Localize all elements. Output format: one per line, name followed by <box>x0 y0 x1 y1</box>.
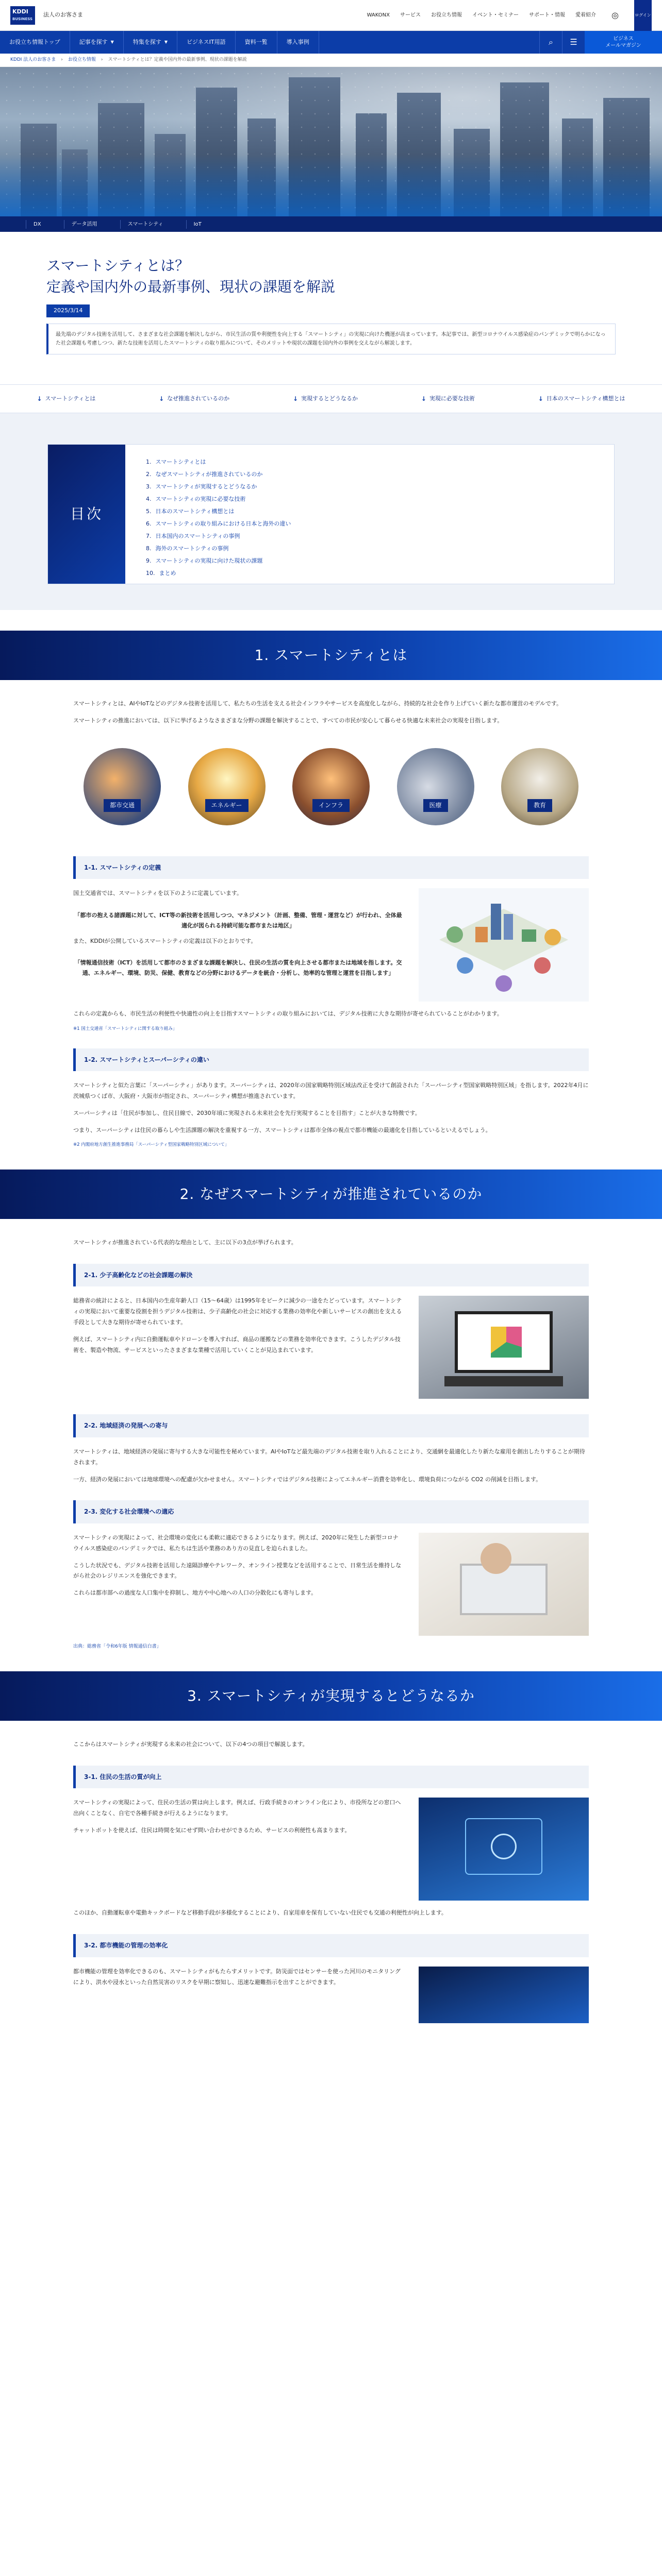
tag-list <box>0 216 662 232</box>
toc-item[interactable]: 1. スマートシティとは <box>146 458 206 465</box>
chevron-down-icon: ▼ <box>110 40 114 45</box>
education-image: 教育 <box>501 748 578 825</box>
section-heading: 3. スマートシティが実現するとどうなるか <box>0 1671 662 1721</box>
top-nav <box>367 0 652 31</box>
toc-item[interactable]: 6. スマートシティの取り組みにおける日本と海外の違い <box>146 520 291 527</box>
bookmark-icon[interactable]: ☰ <box>562 31 585 54</box>
subsection-heading: 1-1. スマートシティの定義 <box>73 856 589 879</box>
mail-magazine-button[interactable]: ビジネス メールマガジン <box>585 31 662 54</box>
toc-item[interactable]: 9. スマートシティの実現に向けた現状の課題 <box>146 557 263 564</box>
section-body <box>73 1219 589 1651</box>
subsection-heading: 3-1. 住民の生活の質が向上 <box>73 1766 589 1788</box>
toc-item[interactable]: 2. なぜスマートシティが推進されているのか <box>146 470 263 478</box>
section-heading: 2. なぜスマートシティが推進されているのか <box>0 1170 662 1219</box>
anchor-link[interactable]: ↓ 実現に必要な技術 <box>421 394 475 404</box>
paragraph: これらの定義からも、市民生活の利便性や快適性の向上を目指すスマートシティの取り組みにおいては、デジタル技術に大きな期待が寄せられていることがわかります。 <box>73 1010 503 1018</box>
anchor-link[interactable]: ↓ スマートシティとは <box>37 394 95 404</box>
gnav-item[interactable]: 記事を探す ▼ <box>70 31 124 54</box>
paragraph: 一方、経済の発展においては地球環境への配慮が欠かせません。スマートシティではデジタル技術によってエネルギー消費を効率化し、環境負荷につながる CO2 の削減を目指します。 <box>73 1476 542 1483</box>
subsection-heading: 3-2. 都市機能の管理の効率化 <box>73 1934 589 1957</box>
toc-item[interactable]: 3. スマートシティが実現するとどうなるか <box>146 483 257 490</box>
top-nav-item[interactable]: 愛着紹介 <box>575 12 596 18</box>
paragraph: 国土交通省では、スマートシティを以下のように定義しています。 <box>73 890 243 897</box>
tag[interactable]: DX <box>26 220 48 229</box>
digital-service-image <box>419 1798 589 1901</box>
globe-icon[interactable]: ◎ <box>611 10 619 20</box>
top-header <box>0 0 662 31</box>
chevron-down-icon: ▼ <box>164 40 168 45</box>
footnote: ※2 内閣府地方創生推進事務局「スーパーシティ型国家戦略特別区域について」 <box>73 1142 229 1148</box>
arrow-down-icon: ↓ <box>538 395 543 402</box>
laptop-chart-image <box>419 1296 589 1399</box>
footnote: ※1 国土交通省「スマートシティに関する取り組み」 <box>73 1026 177 1031</box>
arrow-down-icon: ↓ <box>37 395 42 402</box>
top-nav-item[interactable]: お役立ち情報 <box>431 12 462 18</box>
section-heading: 1. スマートシティとは <box>0 631 662 680</box>
toc-item[interactable]: 5. 日本のスマートシティ構想とは <box>146 507 235 515</box>
arrow-down-icon: ↓ <box>159 395 164 402</box>
paragraph: スマートシティの実現によって、住民の生活の質は向上します。例えば、行政手続きのオンライン化により、市役所などの窓口へ出向くことなく、自宅で各種手続きが行えるようになります。 <box>73 1799 401 1817</box>
definition-quote: 「情報通信技術（ICT）を活用して都市のさまざまな課題を解決し、住民の生活の質を向上させる都市または地域を指します。交通、エネルギー、環境、防災、保健、教育などの分野におけるデータを統合・分析し、効率的な管理と運営を目指します」 <box>74 959 402 977</box>
corporate-label[interactable]: 法人のお客さま <box>43 11 83 19</box>
anchor-link[interactable]: ↓ なぜ推進されているのか <box>159 394 229 404</box>
toc-item[interactable]: 7. 日本国内のスマートシティの事例 <box>146 532 240 539</box>
domain-illustrations <box>73 733 589 841</box>
tag[interactable]: データ活用 <box>64 220 105 229</box>
paragraph: また、KDDIが公開しているスマートシティの定義は以下のとおりです。 <box>73 937 257 944</box>
tag[interactable]: IoT <box>186 220 209 229</box>
top-nav-item[interactable]: サービス <box>400 12 421 18</box>
lead-text: 最先端のデジタル技術を活用して、さまざまな社会課題を解決しながら、市民生活の質や利便性を向上する「スマートシティ」の実現に向けた機運が高まっています。本記事では、新型コロナウイルス感染症のパンデミックで明らかになった社会課題も考慮しつつ、新たな技術を活用したスマートシティの取り組みについて、そのメリットや現状の課題を国内外の事例を交えながら解説します。 <box>46 324 616 354</box>
paragraph: スマートシティの推進においては、以下に挙げるようなさまざまな分野の課題を解決することで、すべての市民が安心して暮らせる快適な未来社会の実現を目指します。 <box>73 717 503 724</box>
top-nav-item[interactable]: WAKONX <box>367 12 390 18</box>
paragraph: つまり、スーパーシティは住民の暮らしや生活課題の解決を重視する一方、スマートシティは都市全体の視点で都市機能の最適化を目指しているといえるでしょう。 <box>73 1126 491 1133</box>
tag[interactable]: スマートシティ <box>120 220 171 229</box>
toc-title: 目次 <box>48 445 125 584</box>
arrow-down-icon: ↓ <box>292 395 298 402</box>
paragraph: チャットボットを使えば、住民は時間を気にせず問い合わせができるため、サービスの利便性も高まります。 <box>73 1827 351 1834</box>
paragraph: 例えば、スマートシティ内に自動運転車やドローンを導入すれば、商品の運搬などの業務を効率化できます。こうしたデジタル技術を、製造や物流、サービスといったさまざまな業種で活用していくことが見込まれています。 <box>73 1336 401 1353</box>
publish-date: 2025/3/14 <box>46 304 90 317</box>
paragraph: スマートシティとは、AIやIoTなどのデジタル技術を活用して、私たちの生活を支える社会インフラやサービスを高度化しながら、持続的な社会を作り上げていく新たな都市運営のモデルです。 <box>73 700 562 707</box>
toc-item[interactable]: 10. まとめ <box>146 569 176 577</box>
table-of-contents <box>47 444 615 584</box>
top-nav-item[interactable]: イベント・セミナー <box>472 12 519 18</box>
breadcrumb: KDDI 法人のお客さま › お役立ち情報 › スマートシティとは？定義や国内外の最新事例、現状の課題を解説 <box>0 54 662 67</box>
energy-image: エネルギー <box>188 748 266 825</box>
anchor-nav <box>0 384 662 413</box>
section-body <box>73 680 589 1149</box>
paragraph: このほか、自動運転車や電動キックボードなど移動手段が多様化することにより、自家用車を保有していない住民でも交通の利便性が向上します。 <box>73 1909 447 1917</box>
gnav-item[interactable]: 資料一覧 <box>236 31 277 54</box>
breadcrumb-link[interactable]: お役立ち情報 <box>68 57 96 62</box>
search-icon[interactable]: ⌕ <box>539 31 562 54</box>
paragraph: 都市機能の管理を効率化できるのも、スマートシティがもたらすメリットです。防災面ではセンサーを使った河川のモニタリングにより、洪水や浸水といった自然災害のリスクを早期に察知し、迅速な避難指示を出すことができます。 <box>73 1968 401 1986</box>
source-note: 出典：総務省「令和6年版 情報通信白書」 <box>73 1643 161 1649</box>
gnav-item[interactable]: お役立ち情報トップ <box>0 31 70 54</box>
city-management-image <box>419 1967 589 2023</box>
transport-image: 都市交通 <box>84 748 161 825</box>
anchor-link[interactable]: ↓ 日本のスマートシティ構想とは <box>538 394 625 404</box>
hero-image <box>0 67 662 216</box>
subsection-heading: 1-2. スマートシティとスーパーシティの違い <box>73 1048 589 1071</box>
paragraph: スマートシティと似た言葉に「スーパーシティ」があります。スーパーシティは、2020年の国家戦略特別区域法改正を受けて創設された「スーパーシティ型国家戦略特別区域」を指します。2022年4月に茨城県つくば市、大阪府・大阪市が指定され、スーパーシティ構想が推進されています。 <box>73 1081 589 1099</box>
page-title: スマートシティとは？ 定義や国内外の最新事例、現状の課題を解説 <box>46 257 336 295</box>
toc-item[interactable]: 4. スマートシティの実現に必要な技術 <box>146 495 246 502</box>
paragraph: 総務省の統計によると、日本国内の生産年齢人口（15〜64歳）は1995年をピークに減少の一途をたどっています。スマートシティの実現において重要な役割を担うデジタル技術は、少子高齢化の社会に対応する業務の効率化や新しいサービスの創出を支える手段として大きな期待が寄せられています。 <box>73 1297 402 1326</box>
section-body <box>73 1721 589 2023</box>
paragraph: ここからはスマートシティが実現する未来の社会について、以下の4つの項目で解説します。 <box>73 1741 308 1748</box>
top-nav-item[interactable]: サポート・情報 <box>529 12 565 18</box>
smart-city-diagram <box>419 888 589 1002</box>
remote-work-image <box>419 1533 589 1636</box>
infrastructure-image: インフラ <box>292 748 370 825</box>
paragraph: スマートシティの実現によって、社会環境の変化にも柔軟に適応できるようになります。例えば、2020年に発生した新型コロナウイルス感染症のパンデミックでは、私たちは生活や業務のあり方の見直しを迫られました。 <box>73 1534 399 1552</box>
paragraph: スマートシティが推進されている代表的な理由として、主に以下の3点が挙げられます。 <box>73 1239 297 1246</box>
subsection-heading: 2-3. 変化する社会環境への適応 <box>73 1500 589 1523</box>
gnav-item[interactable]: 導入事例 <box>277 31 319 54</box>
arrow-down-icon: ↓ <box>421 395 426 402</box>
anchor-link[interactable]: ↓ 実現するとどうなるか <box>293 394 358 404</box>
breadcrumb-current: スマートシティとは？定義や国内外の最新事例、現状の課題を解説 <box>108 57 247 62</box>
article-header <box>0 232 662 367</box>
medical-image: 医療 <box>397 748 474 825</box>
toc-section <box>0 413 662 610</box>
global-nav <box>0 31 662 54</box>
toc-list <box>125 445 311 584</box>
subsection-heading: 2-2. 地域経済の発展への寄与 <box>73 1414 589 1437</box>
paragraph: これらは都市部への過度な人口集中を抑制し、地方や中心地への人口の分散化にも寄与します。 <box>73 1589 317 1597</box>
definition-quote: 「都市の抱える諸課題に対して、ICT等の新技術を活用しつつ、マネジメント（計画、整備、管理・運営など）が行われ、全体最適化が図られる持続可能な都市または地区」 <box>74 911 402 929</box>
paragraph: スマートシティは、地域経済の発展に寄与する大きな可能性を秘めています。AIやIoTなど最先端のデジタル技術を取り入れることにより、交通網を最適化したり新たな雇用を創出したりすることが期待されます。 <box>73 1448 585 1466</box>
login-button[interactable]: ログイン <box>634 0 652 31</box>
breadcrumb-link[interactable]: KDDI 法人のお客さま <box>10 57 56 62</box>
paragraph: スーパーシティは「住民が参加し、住民目線で、2030年頃に実現される未来社会を先行実現することを目指す」ことが大きな特徴です。 <box>73 1109 421 1116</box>
kddi-business-logo[interactable]: KDDI BUSINESS <box>10 6 35 25</box>
subsection-heading: 2-1. 少子高齢化などの社会課題の解決 <box>73 1264 589 1286</box>
toc-item[interactable]: 8. 海外のスマートシティの事例 <box>146 545 229 552</box>
gnav-item[interactable]: ビジネスIT用語 <box>177 31 236 54</box>
gnav-item[interactable]: 特集を探す ▼ <box>124 31 177 54</box>
paragraph: こうした状況でも、デジタル技術を活用した遠隔診療やテレワーク、オンライン授業などを活用することで、日常生活を維持しながら社会のレジリエンスを強化できます。 <box>73 1562 402 1580</box>
